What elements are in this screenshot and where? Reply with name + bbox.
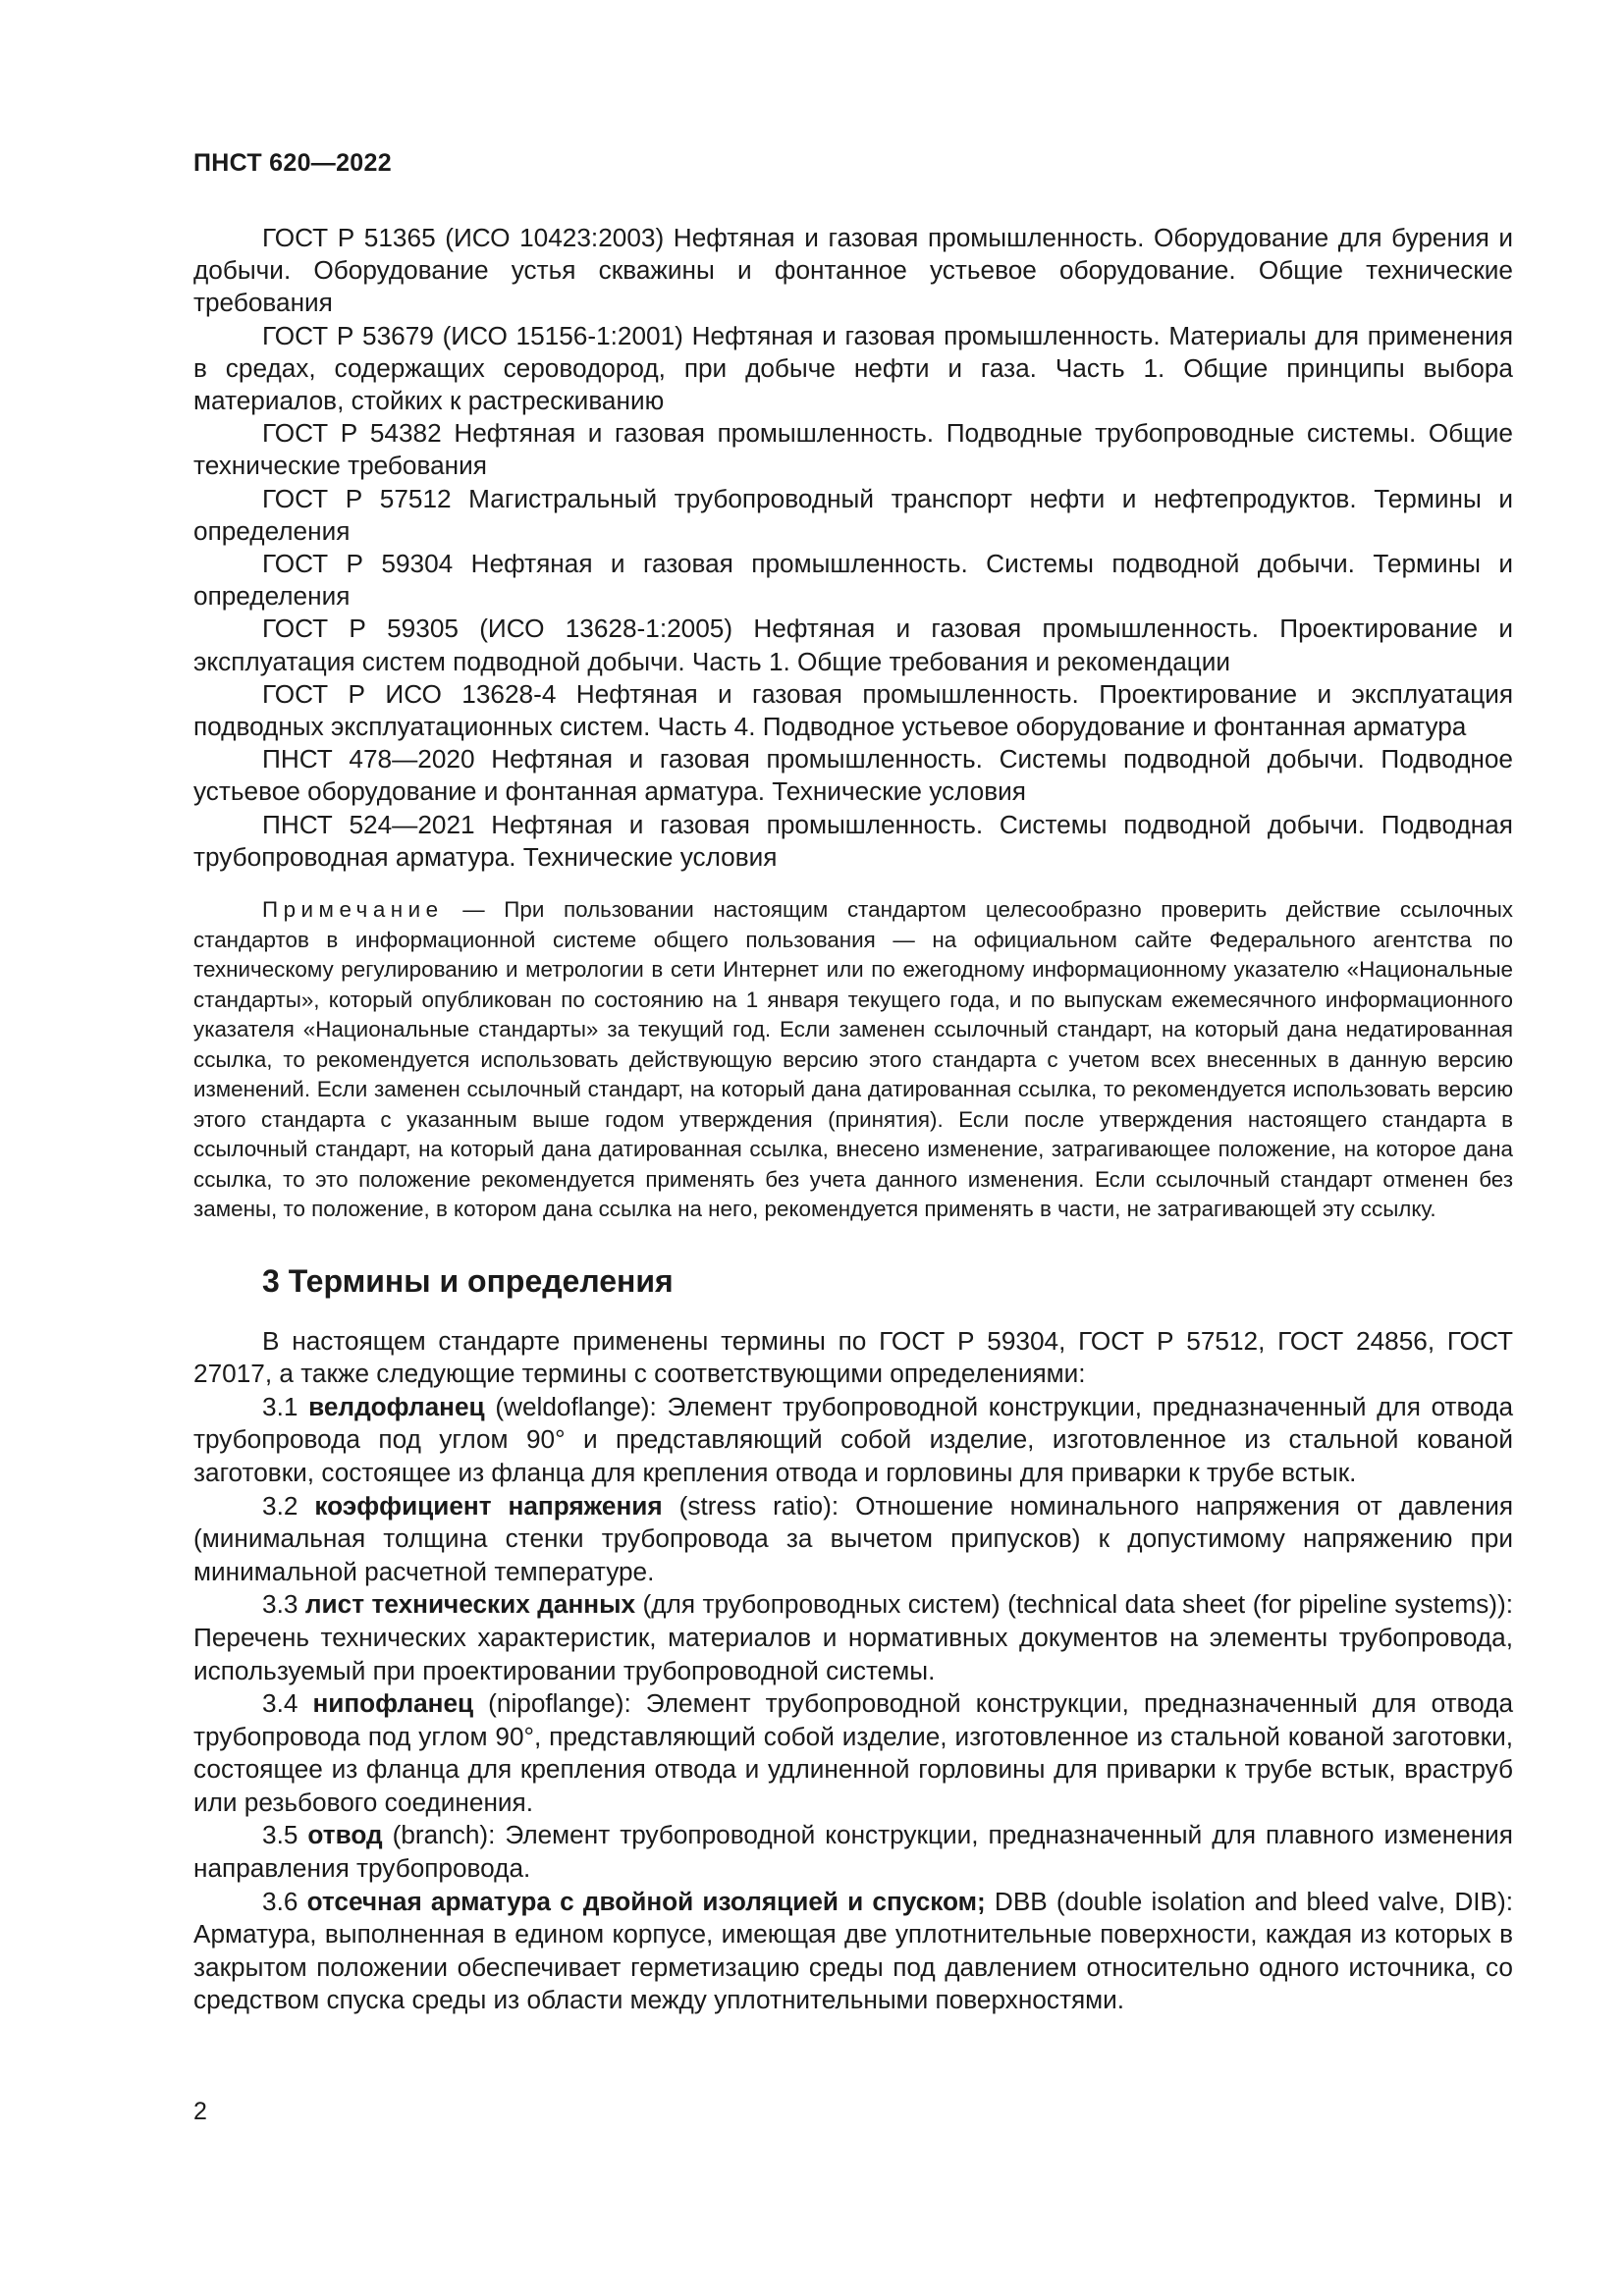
- term-number: 3.2: [262, 1490, 315, 1521]
- page-content: [193, 222, 1513, 2017]
- term-name: отвод: [307, 1820, 383, 1850]
- reference-item: ГОСТ Р 51365 (ИСО 10423:2003) Нефтяная и газовая промышленность. Оборудование для бурения и добычи. Оборудование устья скважины и фонтанное устьевое оборудование. Общие технические требования: [193, 223, 1513, 318]
- document-id-header: ПНСТ 620—2022: [193, 149, 392, 177]
- page-number: 2: [193, 2098, 207, 2125]
- term-definition: [193, 1687, 1513, 1819]
- terms-list: [193, 1325, 1513, 2017]
- term-text: (stress ratio): Отношение номинального напряжения от давления (минимальная толщина стенки трубопровода за вычетом припусков) к допустимому напряжению при минимальной расчетной температуре.: [193, 1490, 1513, 1586]
- term-definition: [193, 1588, 1513, 1687]
- term-name: отсечная арматура с двойной изоляцией и спуском;: [306, 1886, 986, 1916]
- normative-references-list: [193, 222, 1513, 874]
- term-text: (branch): Элемент трубопроводной конструкции, предназначенный для плавного изменения направления трубопровода.: [193, 1820, 1513, 1884]
- reference-item: ГОСТ Р 57512 Магистральный трубопроводный транспорт нефти и нефтепродуктов. Термины и определения: [193, 483, 1513, 546]
- reference-item: ГОСТ Р 59305 (ИСО 13628-1:2005) Нефтяная и газовая промышленность. Проектирование и эксплуатация систем подводной добычи. Часть 1. Общие требования и рекомендации: [193, 614, 1513, 676]
- term-name: лист технических данных: [304, 1589, 636, 1620]
- reference-item: ГОСТ Р ИСО 13628-4 Нефтяная и газовая промышленность. Проектирование и эксплуатация подводных эксплуатационных систем. Часть 4. Подводное устьевое оборудование и фонтанная арматура: [193, 678, 1513, 742]
- term-name: нипофланец: [312, 1688, 474, 1719]
- section-intro: В настоящем стандарте применены термины по ГОСТ Р 59304, ГОСТ Р 57512, ГОСТ 24856, ГОСТ 27017, а также следующие термины с соответствующими определениями:: [193, 1325, 1513, 1389]
- term-text: (для трубопроводных систем) (technical data sheet (for pipeline systems)): Перечень технических характеристик, материалов и нормативных документов на элементы трубопровода, используемый при проектировании трубопроводной системы.: [193, 1589, 1513, 1685]
- term-name: коэффициент напряжения: [314, 1490, 663, 1521]
- term-definition: [193, 1886, 1513, 2017]
- term-number: 3.1: [262, 1391, 309, 1421]
- reference-item: ГОСТ Р 54382 Нефтяная и газовая промышленность. Подводные трубопроводные системы. Общие технические требования: [193, 418, 1513, 481]
- term-definition: [193, 1490, 1513, 1589]
- term-definition: [193, 1391, 1513, 1490]
- term-text: (nipoflange): Элемент трубопроводной конструкции, предназначенный для отвода трубопровода под углом 90°, представляющий собой изделие, изготовленное из стальной кованой заготовки, состоящее из фланца для крепления отвода и удлиненной горловины для приварки к трубе встык, враструб или резьбового соединения.: [193, 1688, 1514, 1817]
- reference-item: ГОСТ Р 59304 Нефтяная и газовая промышленность. Системы подводной добычи. Термины и определения: [193, 549, 1513, 612]
- term-text: DBB (double isolation and bleed valve, DIB): Арматура, выполненная в едином корпусе, имеющая две уплотнительные поверхности, каждая из которых в закрытом положении обеспечивает герметизацию среды под давлением относительно одного источника, со средством спуска среды из области между уплотнительными поверхностями.: [193, 1886, 1513, 2015]
- reference-item: ГОСТ Р 53679 (ИСО 15156-1:2001) Нефтяная и газовая промышленность. Материалы для применения в средах, содержащих сероводород, при добыче нефти и газа. Часть 1. Общие принципы выбора материалов, стойких к растрескиванию: [193, 320, 1513, 416]
- term-number: 3.4: [262, 1688, 313, 1719]
- term-number: 3.6: [262, 1886, 307, 1916]
- term-name: велдофланец: [308, 1391, 485, 1421]
- reference-item: ПНСТ 478—2020 Нефтяная и газовая промышленность. Системы подводной добычи. Подводное устьевое оборудование и фонтанная арматура. Технические условия: [193, 744, 1513, 807]
- note-label: Примечание: [262, 897, 444, 923]
- term-definition: [193, 1819, 1513, 1885]
- note-paragraph: [193, 895, 1513, 1225]
- note-text: — При пользовании настоящим стандартом целесообразно проверить действие ссылочных стандартов в информационной системе общего пользования — на официальном сайте Федерального агентства по техническому регулированию и метрологии в сети Интернет или по ежегодному информационному указателю «Национальные стандарты», который опубликован по состоянию на 1 января текущего года, и по выпускам ежемесячного информационного указателя «Национальные стандарты» за текущий год. Если заменен ссылочный стандарт, на который дана недатированная ссылка, то рекомендуется использовать действующую версию этого стандарта с учетом всех внесенных в данную версию изменений. Если заменен ссылочный стандарт, на который дана датированная ссылка, то рекомендуется использовать версию этого стандарта с указанным выше годом утверждения (принятия). Если после утверждения настоящего стандарта в ссылочный стандарт, на который дана датированная ссылка, внесено изменение, затрагивающее положение, на которое дана ссылка, то это положение рекомендуется применять без учета данного изменения. Если ссылочный стандарт отменен без замены, то положение, в котором дана ссылка на него, рекомендуется применять в части, не затрагивающей эту ссылку.: [193, 897, 1513, 1222]
- term-text: (weldoflange): Элемент трубопроводной конструкции, предназначенный для отвода трубопровода под углом 90° и представляющий собой изделие, изготовленное из стальной кованой заготовки, состоящее из фланца для крепления отвода и горловины для приварки к трубе встык.: [193, 1391, 1514, 1487]
- section-heading: 3 Термины и определения: [262, 1262, 674, 1299]
- term-number: 3.5: [262, 1820, 308, 1850]
- reference-item: ПНСТ 524—2021 Нефтяная и газовая промышленность. Системы подводной добычи. Подводная трубопроводная арматура. Технические условия: [193, 809, 1513, 872]
- term-number: 3.3: [262, 1589, 305, 1620]
